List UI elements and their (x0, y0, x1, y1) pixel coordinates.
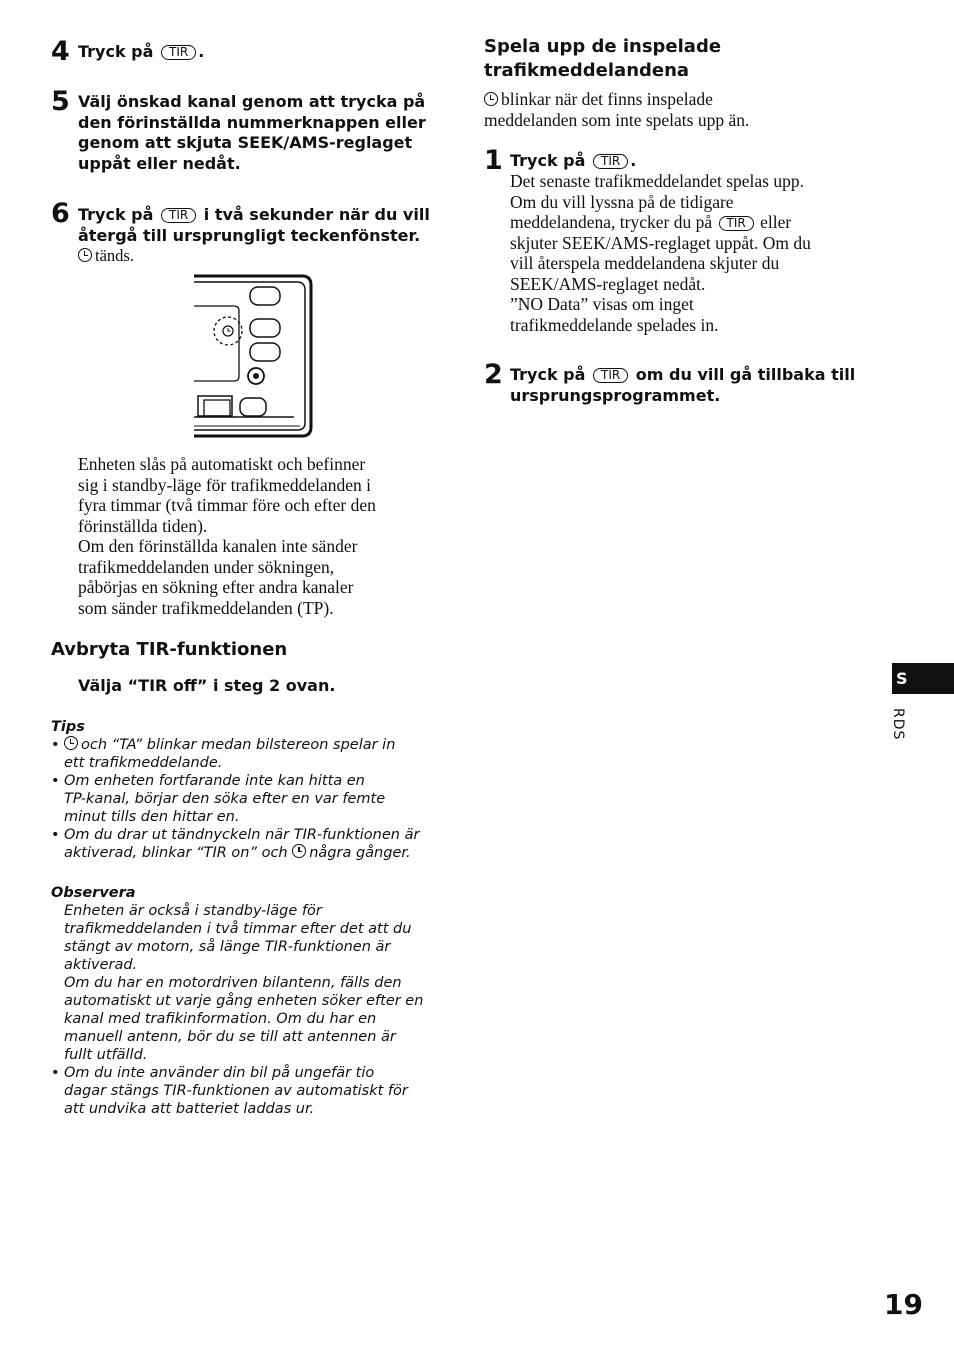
observe-line: trafikmeddelanden i två timmar efter det att du (64, 921, 412, 937)
step-5-line: genom att skjuta SEEK/AMS-reglaget (78, 133, 413, 152)
step-5-line: den förinställda nummerknappen eller (78, 112, 426, 132)
step-1-line: ”NO Data” visas om inget (510, 294, 694, 314)
step-5-line: uppåt eller nedåt. (78, 153, 241, 173)
step-5-number: 5 (51, 86, 70, 117)
tips-list (51, 736, 451, 862)
observe-line: dagar stängs TIR-funktionen av automatiskt för (64, 1083, 408, 1099)
paragraph-line: sig i standby-läge för trafikmeddelanden i (78, 474, 372, 495)
tir-key-icon: TIR (593, 154, 628, 169)
step-1-number: 1 (484, 145, 503, 176)
intro-line: blinkar när det finns inspelade (501, 89, 713, 109)
step-1-line: trafikmeddelande spelades in. (510, 314, 719, 335)
step-2-number: 2 (484, 359, 503, 390)
step-6-note-text: tänds. (95, 246, 134, 265)
paragraph-line: förinställda tiden). (78, 515, 208, 536)
step-6-number: 6 (51, 198, 70, 229)
observe-line: Enheten är också i standby-läge för (64, 903, 322, 919)
tip-item (51, 826, 451, 862)
paragraph-line: Enheten slås på automatiskt och befinner (78, 454, 366, 474)
observe-list (51, 902, 451, 1118)
tip-item (51, 736, 451, 772)
heading-line: trafikmeddelandena (484, 60, 690, 81)
standby-paragraph (78, 454, 376, 618)
observe-item (51, 902, 451, 974)
observe-line: att undvika att batteriet laddas ur. (64, 1101, 315, 1117)
tip-line: och “TA” blinkar medan bilstereon spelar in (81, 737, 396, 753)
cancel-heading: Avbryta TIR-funktionen (51, 639, 288, 660)
step-1-post: . (630, 151, 637, 170)
observe-line: stängt av motorn, så länge TIR-funktionen är (64, 939, 391, 955)
observe-line: manuell antenn, bör du se till att antennen är (64, 1029, 396, 1045)
step-1-line: vill återspela meddelandena skjuter du (510, 253, 780, 273)
step-1-pre: Tryck på (510, 151, 586, 170)
tip-line: • Om du drar ut tändnyckeln när TIR-funktionen är (64, 827, 420, 843)
step-4-post: . (198, 42, 205, 61)
section-label: RDS (890, 708, 906, 741)
step-6-pre: Tryck på (78, 205, 154, 224)
intro-line: meddelanden som inte spelats upp än. (484, 109, 750, 130)
step-2-text (510, 365, 855, 406)
observe-line: fullt utfälld. (64, 1047, 148, 1063)
heading-line: Spela upp de inspelade (484, 36, 722, 57)
tir-key-icon: TIR (161, 208, 196, 223)
observe-line: kanal med trafikinformation. Om du har en (64, 1011, 377, 1027)
step-6-line2: återgå till ursprungligt teckenfönster. (78, 225, 421, 245)
observe-line: automatiskt ut varje gång enheten söker efter en (64, 993, 424, 1009)
tir-key-icon: TIR (593, 368, 628, 383)
step-4-number: 4 (51, 36, 70, 67)
step-5-line: Välj önskad kanal genom att trycka på (78, 92, 426, 111)
clock-icon (484, 92, 498, 106)
tip-line: TP-kanal, börjar den söka efter en var femte (64, 791, 386, 807)
tir-key-icon: TIR (161, 45, 196, 60)
paragraph-line: trafikmeddelanden under sökningen, (78, 556, 335, 577)
step-1-title (510, 151, 636, 172)
step-1-line: meddelandena, trycker du på (510, 212, 713, 232)
observe-item (51, 1064, 451, 1118)
step-2-pre: Tryck på (510, 365, 586, 384)
step-2-post: om du vill gå tillbaka till (635, 365, 856, 384)
step-2-line2: ursprungsprogrammet. (510, 385, 721, 405)
observe-line: aktiverad. (64, 957, 138, 973)
tip-line: några gånger. (309, 845, 411, 861)
clock-icon (78, 248, 92, 262)
observe-label: Observera (51, 885, 136, 901)
page-number: 19 (884, 1288, 923, 1321)
tip-line: aktiverad, blinkar “TIR on” och (64, 845, 288, 861)
paragraph-line: fyra timmar (två timmar före och efter den (78, 495, 376, 515)
clock-icon (64, 736, 78, 750)
playback-heading (484, 35, 721, 83)
tip-line: minut tills den hittar en. (64, 809, 240, 825)
observe-item (51, 974, 451, 1064)
language-tab: S (892, 663, 954, 694)
car-stereo-illustration (194, 274, 314, 438)
step-4-pre: Tryck på (78, 42, 154, 61)
tip-item (51, 772, 451, 826)
paragraph-line: påbörjas en sökning efter andra kanaler (78, 577, 354, 597)
step-1-line: SEEK/AMS-reglaget nedåt. (510, 273, 706, 294)
step-1-body (510, 171, 811, 335)
step-6-post: i två sekunder när du vill (203, 205, 430, 224)
tip-line: ett trafikmeddelande. (64, 755, 223, 771)
clock-icon (292, 844, 306, 858)
step-1-line: Om du vill lyssna på de tidigare (510, 191, 734, 212)
step-1-line: skjuter SEEK/AMS-reglaget uppåt. Om du (510, 232, 811, 253)
step-1-line: Det senaste trafikmeddelandet spelas upp. (510, 171, 804, 191)
step-4-text (78, 42, 204, 63)
step-6-text (78, 205, 430, 246)
observe-line: Om du har en motordriven bilantenn, fälls den (64, 975, 402, 991)
playback-intro (484, 89, 749, 130)
step-5-text (78, 92, 426, 174)
step-1-line: eller (760, 212, 792, 232)
tips-label: Tips (51, 719, 85, 735)
cancel-text: Välja “TIR off” i steg 2 ovan. (78, 676, 336, 695)
paragraph-line: som sänder trafikmeddelanden (TP). (78, 597, 334, 618)
paragraph-line: Om den förinställda kanalen inte sänder (78, 536, 358, 556)
observe-line: • Om du inte använder din bil på ungefär tio (64, 1065, 375, 1081)
step-6-note (78, 246, 134, 267)
tip-line: • Om enheten fortfarande inte kan hitta en (64, 773, 365, 789)
tir-key-icon: TIR (719, 216, 754, 231)
